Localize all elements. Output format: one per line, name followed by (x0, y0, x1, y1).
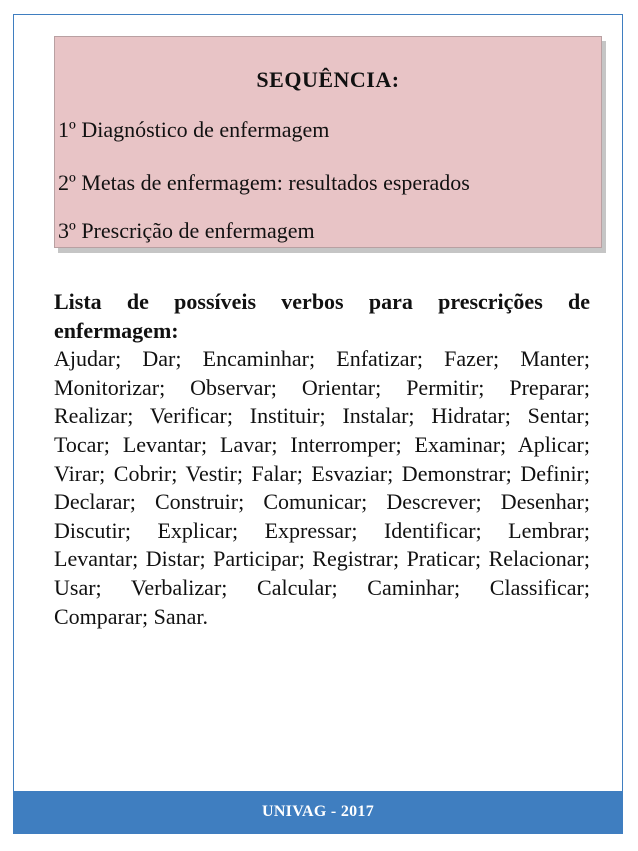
footer-bar (13, 791, 623, 833)
sequence-title: SEQUÊNCIA: (256, 67, 400, 92)
sequence-box (54, 36, 602, 248)
sequence-item-2: 2º Metas de enfermagem: resultados esperados (58, 170, 470, 195)
sequence-item-3: 3º Prescrição de enfermagem (58, 218, 315, 243)
sequence-item-1: 1º Diagnóstico de enfermagem (58, 117, 330, 142)
footer-label: UNIVAG - 2017 (261, 803, 375, 820)
verbs-text: Ajudar; Dar; Encaminhar; Enfatizar; Fazer; Manter; Monitorizar; Observar; Orientar; Permitir; Preparar; Realizar; Verificar; Instituir; Instalar; Hidratar; Sentar; Tocar; Levantar; Lavar; Interromper; Examinar; Aplicar; Virar; Cobrir; Vestir; Falar; Esvaziar; Demonstrar; Definir; Declarar; Construir; Comunicar; Descrever; Desenhar; Discutir; Explicar; Expressar; Identificar; Lembrar; Levantar; Distar; Participar; Registrar; Praticar; Relacionar; Usar; Verbalizar; Calcular; Caminhar; Classificar; Comparar; Sanar. (54, 346, 590, 629)
verbs-title: Lista de possíveis verbos para prescrições de enfermagem: (54, 289, 590, 343)
verbs-section (54, 288, 590, 631)
